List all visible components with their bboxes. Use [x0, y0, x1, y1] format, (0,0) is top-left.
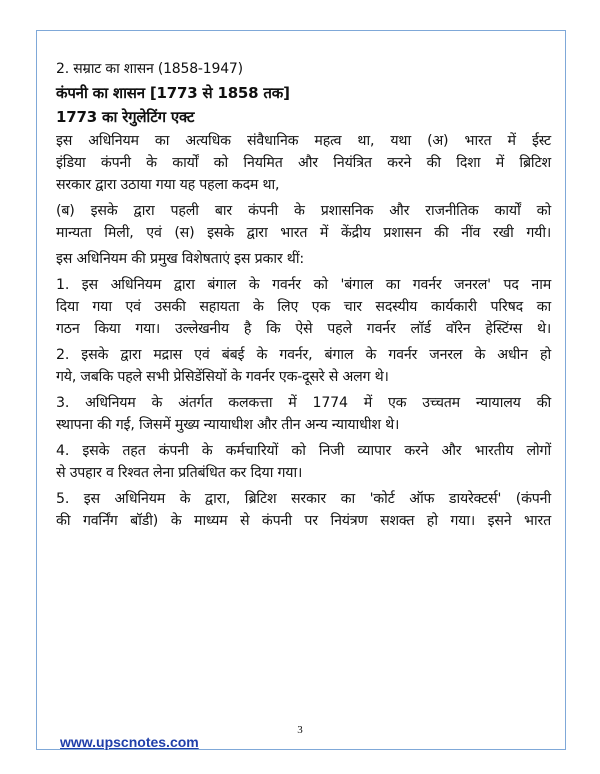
text-line: गये, जबकि पहले सभी प्रेसिडेंसियों के गवर्नर एक-दूसरे से अलग थे। [56, 369, 389, 385]
text-line: इस अधिनियम की प्रमुख विशेषताएं इस प्रकार थीं: [56, 251, 304, 267]
text-line: दिया गया एवं उसकी सहायता के लिए एक चार सदस्यीय कार्यकारी परिषद का [56, 299, 551, 315]
page-content [56, 58, 551, 532]
section-line: 2. सम्राट का शासन (1858-1947) [56, 61, 243, 77]
text-line: 2. इसके द्वारा मद्रास एवं बंबई के गवर्नर, बंगाल के गवर्नर जनरल के अधीन हो [56, 347, 551, 363]
text-line: स्थापना की गई, जिसमें मुख्य न्यायाधीश और तीन अन्य न्यायाधीश थे। [56, 417, 400, 433]
website-link[interactable]: www.upscnotes.com [60, 734, 199, 750]
text-line: 5. इस अधिनियम के द्वारा, ब्रिटिश सरकार का 'कोर्ट ऑफ डायरेक्टर्स' (कंपनी [56, 491, 551, 507]
heading-regulating-act: 1773 का रेगुलेटिंग एक्ट [56, 108, 195, 126]
text-line: 1. इस अधिनियम द्वारा बंगाल के गवर्नर को 'बंगाल का गवर्नर जनरल' पद नाम [56, 277, 551, 293]
page-number: 3 [297, 724, 303, 736]
text-line: मान्यता मिली, एवं (स) इसके द्वारा भारत में केंद्रीय प्रशासन की नींव रखी गयी। [56, 225, 551, 241]
text-line: 4. इसके तहत कंपनी के कर्मचारियों को निजी व्यापार करने और भारतीय लोगों [56, 443, 551, 459]
text-line: 3. अधिनियम के अंतर्गत कलकत्ता में 1774 में एक उच्चतम न्यायालय की [56, 395, 551, 411]
text-line: सरकार द्वारा उठाया गया यह पहला कदम था, [56, 177, 280, 193]
text-line: इंडिया कंपनी के कार्यों को नियमित और नियंत्रित करने की दिशा में ब्रिटिश [56, 155, 551, 171]
text-line: से उपहार व रिश्वत लेना प्रतिबंधित कर दिया गया। [56, 465, 303, 481]
text-line: इस अधिनियम का अत्यधिक संवैधानिक महत्व था, यथा (अ) भारत में ईस्ट [56, 133, 551, 149]
text-line: गठन किया गया। उल्लेखनीय है कि ऐसे पहले गवर्नर लॉर्ड वॉरेन हेस्टिंग्स थे। [56, 321, 551, 337]
text-line: (ब) इसके द्वारा पहली बार कंपनी के प्रशासनिक और राजनीतिक कार्यों को [56, 203, 551, 219]
text-line: की गवर्निंग बॉडी) के माध्यम से कंपनी पर नियंत्रण सशक्त हो गया। इसने भारत [56, 513, 551, 529]
heading-company-rule: कंपनी का शासन [1773 से 1858 तक] [56, 84, 290, 102]
